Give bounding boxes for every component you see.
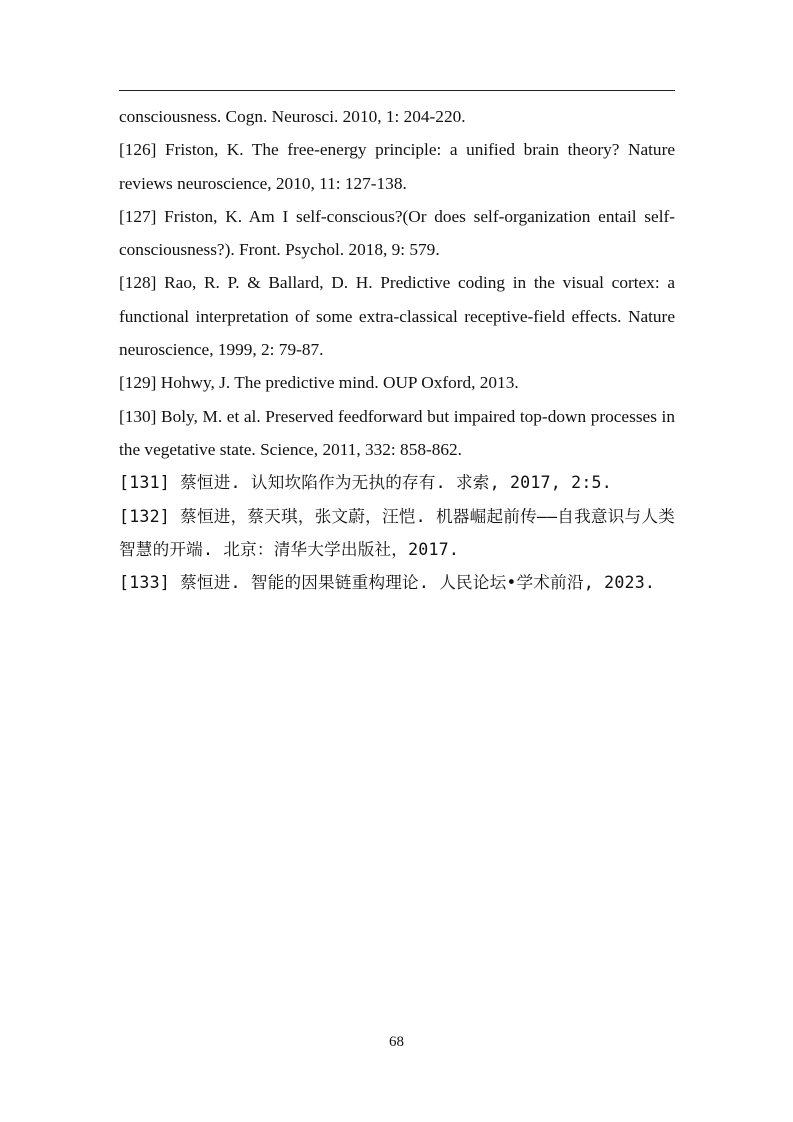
header-rule (119, 90, 675, 91)
reference-entry: [128] Rao, R. P. & Ballard, D. H. Predictive coding in the visual cortex: a functional interpretation of some extra-classical receptive-field effects. Nature neuroscience, 1999, 2: 79-87. (119, 273, 675, 360)
reference-entry: [133] 蔡恒进. 智能的因果链重构理论. 人民论坛•学术前沿, 2023. (119, 573, 656, 593)
reference-entry: [130] Boly, M. et al. Preserved feedforward but impaired top-down processes in the vegetative state. Science, 2011, 332: 858-862. (119, 406, 675, 459)
reference-entry: [127] Friston, K. Am I self-conscious?(Or does self-organization entail self-consciousness?). Front. Psychol. 2018, 9: 579. (119, 206, 675, 260)
page-number: 68 (389, 1034, 404, 1050)
reference-entry: [129] Hohwy, J. The predictive mind. OUP Oxford, 2013. (119, 373, 519, 393)
reference-entry: [131] 蔡恒进. 认知坎陷作为无执的存有. 求索, 2017, 2:5. (119, 473, 612, 493)
reference-list (119, 100, 675, 599)
reference-entry: [126] Friston, K. The free-energy principle: a unified brain theory? Nature reviews neuroscience, 2010, 11: 127-138. (119, 140, 675, 193)
reference-entry: consciousness. Cogn. Neurosci. 2010, 1: 204-220. (119, 107, 466, 126)
reference-entry: [132] 蔡恒进，蔡天琪，张文蔚，汪恺. 机器崛起前传——自我意识与人类智慧的开端. 北京：清华大学出版社，2017. (119, 506, 675, 559)
